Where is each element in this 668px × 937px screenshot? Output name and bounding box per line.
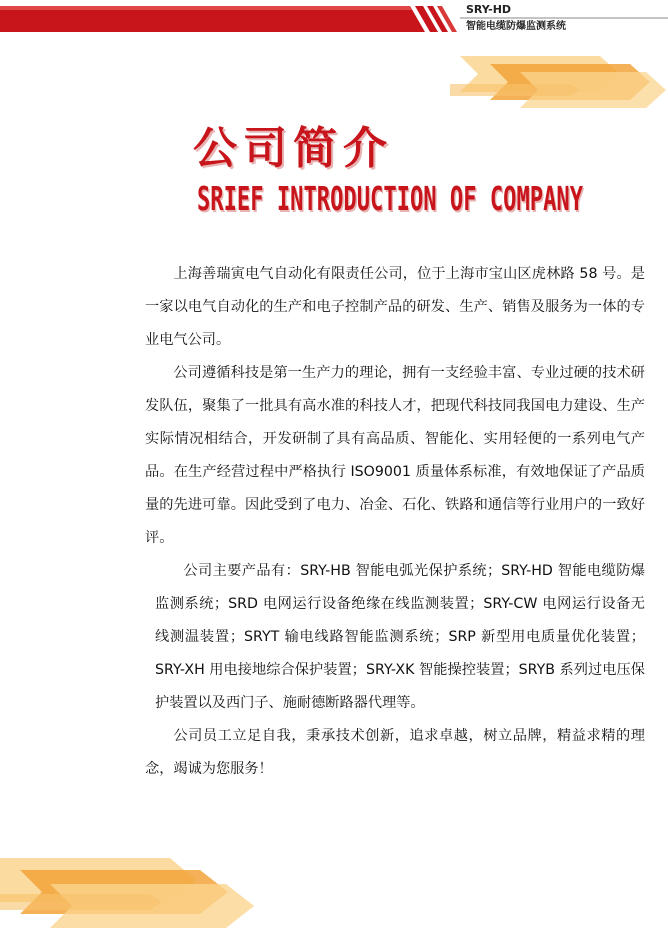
- page-title-chinese: 公司简介: [193, 123, 393, 174]
- header-banner: [0, 0, 668, 40]
- intro-paragraph-service: 公司员工立足自我，秉承技术创新，追求卓越，树立品牌，精益求精的理念，竭诚为您服务！: [145, 728, 645, 777]
- company-introduction-body: [145, 258, 645, 786]
- intro-paragraph-location: 上海善瑞寅电气自动化有限责任公司，位于上海市宝山区虎林路 58 号。是一家以电气自动化的生产和电子控制产品的研发、生产、销售及服务为一体的专业电气公司。: [145, 266, 645, 348]
- arrow-decoration-icon: [0, 848, 260, 937]
- intro-paragraph-products: 公司主要产品有：SRY-HB 智能电弧光保护系统；SRY-HD 智能电缆防爆监测系统；SRD 电网运行设备绝缘在线监测装置；SRY-CW 电网运行设备无线测温装置；SRYT 输电线路智能监测系统；SRP 新型用电质量优化装置；SRY-XH 用电接地综合保护装置；SRY-XK 智能操控装置；SRYB 系列过电压保护装置以及西门子、施耐德断路器代理等。: [155, 563, 645, 711]
- arrow-decoration-icon: [450, 44, 668, 124]
- header-text: [466, 2, 566, 35]
- page-title-english: SRIEF INTRODUCTION OF COMPANY: [197, 179, 584, 218]
- header-system-name: 智能电缆防爆监测系统: [466, 21, 566, 32]
- header-product-code: SRY-HD: [466, 3, 512, 16]
- intro-paragraph-technology: 公司遵循科技是第一生产力的理论，拥有一支经验丰富、专业过硬的技术研发队伍，聚集了一批具有高水准的科技人才，把现代科技同我国电力建设、生产实际情况相结合，开发研制了具有高品质、智能化、实用轻便的一系列电气产品。在生产经营过程中严格执行 ISO9001 质量体系标准，有效地保证了产品质量的先进可靠。因此受到了电力、冶金、石化、铁路和通信等行业用户的一致好评。: [145, 365, 645, 546]
